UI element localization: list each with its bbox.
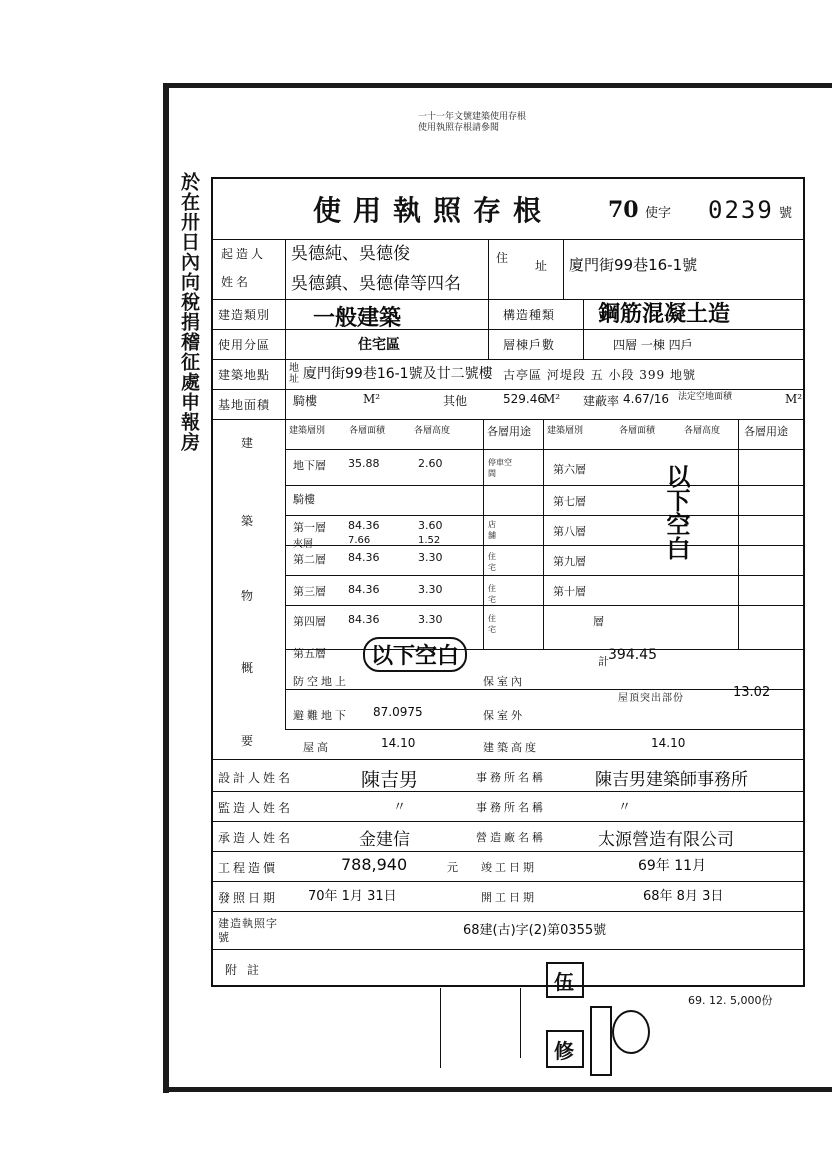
floor-5-area: 84.36: [348, 583, 380, 596]
permit-value: 68建(古)字(2)第0355號: [463, 923, 607, 938]
site-item-8: M²: [785, 392, 803, 406]
category-value: 一般建築: [313, 306, 402, 331]
floor-5-name: 第三層: [293, 585, 326, 598]
finish-label: 竣工日期: [481, 861, 537, 874]
floor-4-height: 3.30: [418, 551, 443, 564]
designer-name: 陳吉男: [361, 769, 419, 791]
site-item-0: 騎樓: [293, 394, 318, 408]
permit-year: 70: [608, 197, 639, 223]
lot-text: 古亭區 河堤段 五 小段 399 地號: [503, 368, 696, 382]
form-title: 使用執照存根: [313, 194, 554, 227]
blank-mark-left: 以下空白: [363, 637, 467, 672]
right-floor-1: 第七層: [553, 495, 586, 508]
scan-border-bottom: [163, 1087, 832, 1092]
blank-mark-right: 以下空白: [662, 464, 690, 560]
floor-2-height: 3.60: [418, 519, 443, 532]
category-label: 建造類別: [218, 308, 271, 322]
floor-0-area: 35.88: [348, 457, 380, 470]
col-header-7: 各層用途: [744, 425, 788, 438]
floor-5-height: 3.30: [418, 583, 443, 596]
floor-0-height: 2.60: [418, 457, 443, 470]
floor-4-area: 84.36: [348, 551, 380, 564]
floor-6-use: 住宅: [488, 614, 496, 634]
build-height-value: 14.10: [651, 736, 686, 750]
designer-office: 陳吉男建築師事務所: [595, 770, 748, 790]
supervisor-name: 〃: [393, 800, 407, 815]
seal-stamp-text: 修: [554, 1039, 574, 1063]
permit-form: [211, 177, 805, 987]
hall-label: 屋頂突出部份: [618, 693, 684, 704]
applicant-name-1: 吳德純、吳德俊: [291, 244, 410, 264]
supervisor-label: 監造人姓名: [218, 801, 294, 815]
right-floor-5: 層: [593, 615, 604, 628]
floor-0-use: 停車空間: [488, 458, 512, 478]
right-floor-2: 第八層: [553, 525, 586, 538]
location-prefix: 地址: [289, 363, 299, 385]
cost-label: 工程造價: [218, 861, 279, 875]
floor-4-use: 住宅: [488, 552, 496, 572]
use-zone-label: 使用分區: [218, 338, 271, 352]
permit-label: 建造執照字號: [218, 917, 278, 944]
floor-5-use: 住宅: [488, 584, 496, 604]
floor-4-name: 第二層: [293, 553, 326, 566]
supervisor-office: 〃: [618, 800, 632, 815]
floor-2-use: 店舖: [488, 520, 496, 540]
title-row: [213, 179, 803, 240]
stamp-rule-1: [440, 988, 441, 1068]
bldg-label-3: 概: [241, 661, 254, 675]
hall-value: 13.02: [733, 685, 771, 700]
col-header-0: 建築層別: [289, 426, 326, 436]
floor-row-0: [293, 457, 512, 481]
floor-3-height: 1.52: [418, 535, 441, 546]
bldg-label-1: 築: [241, 514, 254, 528]
print-note: 69. 12. 5,000份: [688, 994, 773, 1007]
permit-serial: 0239: [708, 196, 774, 224]
cost-value: 788,940: [341, 855, 408, 874]
bldg-label-0: 建: [241, 436, 254, 450]
site-item-5: 建蔽率: [583, 394, 620, 408]
contractor-label: 承造人姓名: [218, 831, 294, 845]
height-value: 14.10: [381, 736, 416, 750]
start-value: 68年 8月 3日: [643, 889, 724, 904]
box-stamp-text: 伍: [554, 970, 574, 994]
applicant-label-b: 姓名: [221, 275, 252, 289]
out-label: 保室外: [483, 709, 525, 722]
address-label-b: 址: [535, 259, 551, 273]
floor-2-area: 84.36: [348, 519, 380, 532]
bldg-label-4: 要: [241, 734, 254, 748]
floor-3-name: 夾層: [293, 539, 313, 550]
top-stamp: [418, 112, 638, 162]
scan-border-top: [163, 83, 832, 88]
floor-6-height: 3.30: [418, 613, 443, 626]
contractor-office: 太源營造有限公司: [598, 830, 734, 850]
applicant-name-2: 吳德鎮、吳德偉等四名: [291, 274, 461, 294]
use-zone-value: 住宅區: [358, 337, 400, 353]
build-height-label: 建築高度: [483, 741, 539, 754]
address-label-a: 住: [496, 251, 512, 265]
small-box-stamp: [590, 1006, 612, 1076]
side-note: 於在卅日內向稅捐稽征處申報房: [178, 172, 200, 452]
location-value: 廈門街99巷16-1號及廿二號樓: [303, 366, 493, 382]
finish-value: 69年 11月: [638, 858, 707, 874]
site-item-1: M²: [363, 392, 381, 406]
permit-kind: 使字: [645, 206, 672, 221]
site-item-7: 法定空地面積: [678, 392, 733, 402]
location-label: 建築地點: [218, 368, 271, 382]
floor-6-name: 第四層: [293, 615, 326, 628]
shelter-in-label: 保室內: [483, 675, 525, 688]
round-seal: [612, 1010, 650, 1054]
site-item-3: 529.46: [503, 392, 545, 406]
remarks-label: 附註: [225, 963, 270, 977]
floor-row-6: [293, 613, 496, 637]
right-floor-4: 第十層: [553, 585, 586, 598]
floor-1-name: 騎樓: [293, 493, 315, 506]
col-headers: [289, 423, 804, 449]
address-value: 廈門街99巷16-1號: [569, 256, 698, 274]
floor-6-area: 84.36: [348, 613, 380, 626]
top-stamp-line2: 使用執照存根請參閱: [418, 123, 500, 133]
site-item-4: M²: [543, 392, 561, 406]
seal-stamp: [546, 1030, 584, 1068]
right-floor-6: 計: [598, 655, 609, 668]
site-item-2: 其他: [443, 394, 468, 408]
evac-value: 87.0975: [373, 705, 423, 719]
site-item-6: 4.67/16: [623, 392, 670, 406]
floor-row-1: [293, 491, 483, 515]
floor-7-name: 第五層: [293, 647, 326, 660]
right-floor-3: 第九層: [553, 555, 586, 568]
col-header-2: 各層高度: [414, 426, 451, 436]
applicant-label-a: 起造人: [221, 247, 267, 261]
floor-3-area: 7.66: [348, 535, 371, 546]
structure-value: 鋼筋混凝土造: [598, 302, 731, 327]
issue-label: 發照日期: [218, 891, 279, 905]
total-area: 394.45: [608, 647, 657, 663]
col-header-6: 各層高度: [684, 426, 721, 436]
designer-office-label: 事務所名稱: [476, 771, 546, 784]
col-header-5: 各層面積: [619, 426, 656, 436]
contractor-name: 金建信: [359, 830, 410, 850]
site-area-label: 基地面積: [218, 398, 271, 412]
col-header-3: 各層用途: [487, 425, 531, 438]
cost-unit: 元: [447, 861, 461, 874]
floors-label: 層棟戶數: [503, 338, 556, 352]
issue-value: 70年 1月 31日: [308, 889, 397, 904]
bldg-label-2: 物: [241, 589, 254, 603]
right-floor-0: 第六層: [553, 463, 586, 476]
col-header-4: 建築層別: [547, 426, 584, 436]
contractor-office-label: 營造廠名稱: [476, 831, 546, 844]
col-header-1: 各層面積: [349, 426, 386, 436]
floor-row-5: [293, 583, 496, 607]
start-label: 開工日期: [481, 891, 537, 904]
floor-row-3: [293, 535, 483, 549]
structure-label: 構造種類: [503, 308, 556, 322]
permit-hao: 號: [779, 206, 793, 221]
evac-label: 避難地下: [293, 709, 349, 722]
shelter-label: 防空地上: [293, 675, 349, 688]
floor-0-name: 地下層: [293, 459, 326, 472]
floors-value: 四層 一棟 四戶: [613, 338, 693, 352]
box-stamp: [546, 962, 584, 998]
floor-row-4: [293, 551, 496, 575]
height-label: 屋高: [303, 741, 331, 754]
top-stamp-line1: 一十一年文號建築使用存根: [418, 112, 527, 122]
floor-2-name: 第一層: [293, 521, 326, 534]
stamp-rule-2: [520, 988, 521, 1058]
designer-label: 設計人姓名: [218, 771, 294, 785]
supervisor-office-label: 事務所名稱: [476, 801, 546, 814]
